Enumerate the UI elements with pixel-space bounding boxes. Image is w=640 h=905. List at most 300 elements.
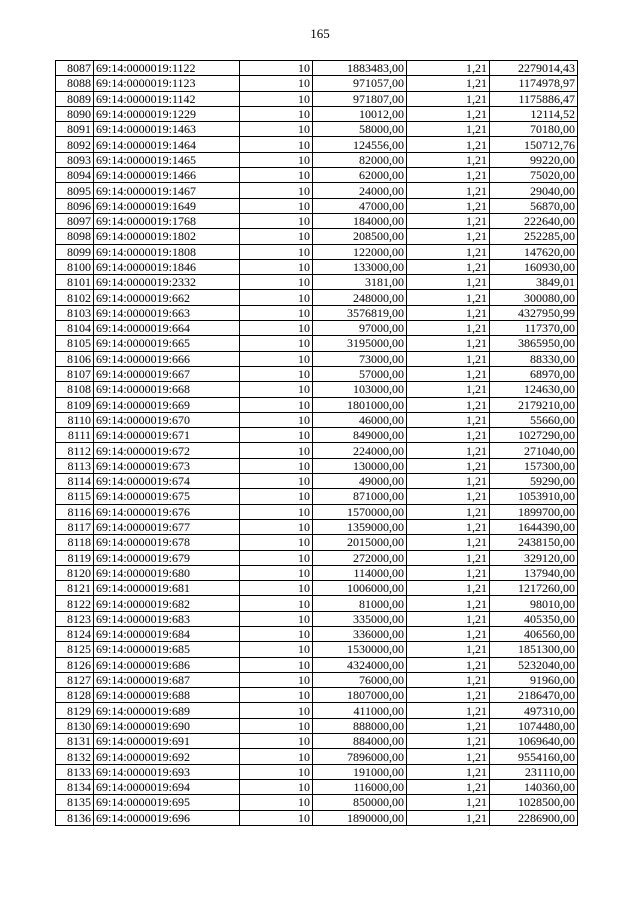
row-number-cell: 8104: [56, 321, 94, 336]
row-number-cell: 8112: [56, 443, 94, 458]
cadastral-number-cell: 69:14:0000019:677: [94, 519, 240, 534]
coefficient-cell: 1,21: [407, 596, 490, 611]
cadastral-value-cell: 97000,00: [313, 321, 407, 336]
table-row: [56, 168, 578, 183]
category-code-cell: 10: [240, 229, 313, 244]
cadastral-number-cell: 69:14:0000019:692: [94, 749, 240, 764]
category-code-cell: 10: [240, 458, 313, 473]
table-row: [56, 290, 578, 305]
table-row: [56, 305, 578, 320]
table-row: [56, 61, 578, 76]
table-row: [56, 458, 578, 473]
row-number-cell: 8118: [56, 535, 94, 550]
coefficient-cell: 1,21: [407, 443, 490, 458]
result-value-cell: 2179210,00: [490, 397, 578, 412]
result-value-cell: 1899700,00: [490, 504, 578, 519]
cadastral-number-cell: 69:14:0000019:1808: [94, 244, 240, 259]
table-row: [56, 244, 578, 259]
result-value-cell: 9554160,00: [490, 749, 578, 764]
result-value-cell: 1217260,00: [490, 581, 578, 596]
cadastral-number-cell: 69:14:0000019:1467: [94, 183, 240, 198]
result-value-cell: 3865950,00: [490, 336, 578, 351]
cadastral-number-cell: 69:14:0000019:1229: [94, 106, 240, 121]
row-number-cell: 8109: [56, 397, 94, 412]
table-row: [56, 91, 578, 106]
table-row: [56, 106, 578, 121]
cadastral-number-cell: 69:14:0000019:678: [94, 535, 240, 550]
result-value-cell: 2279014,43: [490, 61, 578, 76]
table-row: [56, 504, 578, 519]
result-value-cell: 1028500,00: [490, 795, 578, 810]
table-row: [56, 366, 578, 381]
result-value-cell: 150712,76: [490, 137, 578, 152]
table-row: [56, 519, 578, 534]
cadastral-value-cell: 1801000,00: [313, 397, 407, 412]
row-number-cell: 8089: [56, 91, 94, 106]
table-row: [56, 657, 578, 672]
coefficient-cell: 1,21: [407, 489, 490, 504]
table-row: [56, 213, 578, 228]
coefficient-cell: 1,21: [407, 275, 490, 290]
coefficient-cell: 1,21: [407, 183, 490, 198]
cadastral-number-cell: 69:14:0000019:691: [94, 734, 240, 749]
result-value-cell: 1175886,47: [490, 91, 578, 106]
coefficient-cell: 1,21: [407, 703, 490, 718]
cadastral-number-cell: 69:14:0000019:666: [94, 351, 240, 366]
cadastral-value-cell: 248000,00: [313, 290, 407, 305]
cadastral-value-cell: 335000,00: [313, 611, 407, 626]
cadastral-number-cell: 69:14:0000019:1463: [94, 122, 240, 137]
cadastral-value-cell: 184000,00: [313, 213, 407, 228]
coefficient-cell: 1,21: [407, 810, 490, 825]
cadastral-number-cell: 69:14:0000019:1464: [94, 137, 240, 152]
coefficient-cell: 1,21: [407, 152, 490, 167]
result-value-cell: 2286900,00: [490, 810, 578, 825]
row-number-cell: 8117: [56, 519, 94, 534]
cadastral-value-cell: 47000,00: [313, 198, 407, 213]
result-value-cell: 160930,00: [490, 259, 578, 274]
cadastral-number-cell: 69:14:0000019:1802: [94, 229, 240, 244]
table-row: [56, 412, 578, 427]
row-number-cell: 8107: [56, 366, 94, 381]
row-number-cell: 8132: [56, 749, 94, 764]
cadastral-value-cell: 1807000,00: [313, 688, 407, 703]
category-code-cell: 10: [240, 657, 313, 672]
category-code-cell: 10: [240, 382, 313, 397]
result-value-cell: 271040,00: [490, 443, 578, 458]
result-value-cell: 222640,00: [490, 213, 578, 228]
result-value-cell: 1069640,00: [490, 734, 578, 749]
result-value-cell: 231110,00: [490, 764, 578, 779]
cadastral-value-cell: 1570000,00: [313, 504, 407, 519]
cadastral-value-cell: 124556,00: [313, 137, 407, 152]
table-row: [56, 688, 578, 703]
cadastral-value-cell: 411000,00: [313, 703, 407, 718]
coefficient-cell: 1,21: [407, 122, 490, 137]
table-row: [56, 626, 578, 641]
category-code-cell: 10: [240, 810, 313, 825]
cadastral-value-cell: 2015000,00: [313, 535, 407, 550]
cadastral-number-cell: 69:14:0000019:670: [94, 412, 240, 427]
coefficient-cell: 1,21: [407, 626, 490, 641]
table-row: [56, 198, 578, 213]
row-number-cell: 8129: [56, 703, 94, 718]
table-row: [56, 321, 578, 336]
coefficient-cell: 1,21: [407, 688, 490, 703]
table-row: [56, 489, 578, 504]
cadastral-number-cell: 69:14:0000019:684: [94, 626, 240, 641]
row-number-cell: 8136: [56, 810, 94, 825]
cadastral-value-cell: 4324000,00: [313, 657, 407, 672]
cadastral-number-cell: 69:14:0000019:1465: [94, 152, 240, 167]
row-number-cell: 8105: [56, 336, 94, 351]
coefficient-cell: 1,21: [407, 749, 490, 764]
table-row: [56, 764, 578, 779]
row-number-cell: 8128: [56, 688, 94, 703]
cadastral-value-cell: 888000,00: [313, 718, 407, 733]
category-code-cell: 10: [240, 397, 313, 412]
coefficient-cell: 1,21: [407, 734, 490, 749]
coefficient-cell: 1,21: [407, 519, 490, 534]
cadastral-number-cell: 69:14:0000019:693: [94, 764, 240, 779]
cadastral-value-cell: 133000,00: [313, 259, 407, 274]
category-code-cell: 10: [240, 168, 313, 183]
category-code-cell: 10: [240, 519, 313, 534]
result-value-cell: 117370,00: [490, 321, 578, 336]
coefficient-cell: 1,21: [407, 412, 490, 427]
row-number-cell: 8122: [56, 596, 94, 611]
category-code-cell: 10: [240, 213, 313, 228]
category-code-cell: 10: [240, 626, 313, 641]
category-code-cell: 10: [240, 244, 313, 259]
result-value-cell: 55660,00: [490, 412, 578, 427]
result-value-cell: 1851300,00: [490, 642, 578, 657]
cadastral-number-cell: 69:14:0000019:680: [94, 565, 240, 580]
category-code-cell: 10: [240, 122, 313, 137]
cadastral-value-cell: 3181,00: [313, 275, 407, 290]
cadastral-number-cell: 69:14:0000019:1122: [94, 61, 240, 76]
row-number-cell: 8103: [56, 305, 94, 320]
category-code-cell: 10: [240, 76, 313, 91]
cadastral-number-cell: 69:14:0000019:671: [94, 428, 240, 443]
cadastral-value-cell: 10012,00: [313, 106, 407, 121]
category-code-cell: 10: [240, 734, 313, 749]
cadastral-value-cell: 81000,00: [313, 596, 407, 611]
coefficient-cell: 1,21: [407, 657, 490, 672]
cadastral-value-cell: 1890000,00: [313, 810, 407, 825]
category-code-cell: 10: [240, 611, 313, 626]
table-row: [56, 810, 578, 825]
cadastral-value-cell: 49000,00: [313, 474, 407, 489]
category-code-cell: 10: [240, 779, 313, 794]
coefficient-cell: 1,21: [407, 474, 490, 489]
category-code-cell: 10: [240, 550, 313, 565]
table-row: [56, 137, 578, 152]
cadastral-number-cell: 69:14:0000019:1768: [94, 213, 240, 228]
result-value-cell: 68970,00: [490, 366, 578, 381]
cadastral-number-cell: 69:14:0000019:689: [94, 703, 240, 718]
cadastral-number-cell: 69:14:0000019:669: [94, 397, 240, 412]
cadastral-value-cell: 1359000,00: [313, 519, 407, 534]
table-row: [56, 229, 578, 244]
category-code-cell: 10: [240, 259, 313, 274]
table-row: [56, 611, 578, 626]
result-value-cell: 147620,00: [490, 244, 578, 259]
category-code-cell: 10: [240, 275, 313, 290]
table-row: [56, 275, 578, 290]
category-code-cell: 10: [240, 152, 313, 167]
coefficient-cell: 1,21: [407, 244, 490, 259]
cadastral-value-cell: 7896000,00: [313, 749, 407, 764]
row-number-cell: 8090: [56, 106, 94, 121]
coefficient-cell: 1,21: [407, 382, 490, 397]
row-number-cell: 8092: [56, 137, 94, 152]
coefficient-cell: 1,21: [407, 366, 490, 381]
row-number-cell: 8099: [56, 244, 94, 259]
row-number-cell: 8110: [56, 412, 94, 427]
cadastral-number-cell: 69:14:0000019:668: [94, 382, 240, 397]
result-value-cell: 406560,00: [490, 626, 578, 641]
row-number-cell: 8108: [56, 382, 94, 397]
result-value-cell: 91960,00: [490, 672, 578, 687]
cadastral-number-cell: 69:14:0000019:672: [94, 443, 240, 458]
table-row: [56, 535, 578, 550]
category-code-cell: 10: [240, 535, 313, 550]
result-value-cell: 98010,00: [490, 596, 578, 611]
result-value-cell: 99220,00: [490, 152, 578, 167]
result-value-cell: 56870,00: [490, 198, 578, 213]
row-number-cell: 8096: [56, 198, 94, 213]
table-row: [56, 718, 578, 733]
cadastral-value-cell: 871000,00: [313, 489, 407, 504]
cadastral-value-cell: 62000,00: [313, 168, 407, 183]
cadastral-number-cell: 69:14:0000019:686: [94, 657, 240, 672]
cadastral-number-cell: 69:14:0000019:688: [94, 688, 240, 703]
category-code-cell: 10: [240, 290, 313, 305]
result-value-cell: 252285,00: [490, 229, 578, 244]
coefficient-cell: 1,21: [407, 642, 490, 657]
cadastral-number-cell: 69:14:0000019:1846: [94, 259, 240, 274]
cadastral-value-cell: 122000,00: [313, 244, 407, 259]
category-code-cell: 10: [240, 489, 313, 504]
cadastral-value-table: [55, 60, 578, 826]
result-value-cell: 157300,00: [490, 458, 578, 473]
cadastral-number-cell: 69:14:0000019:681: [94, 581, 240, 596]
cadastral-value-cell: 272000,00: [313, 550, 407, 565]
result-value-cell: 405350,00: [490, 611, 578, 626]
cadastral-value-cell: 1530000,00: [313, 642, 407, 657]
category-code-cell: 10: [240, 688, 313, 703]
coefficient-cell: 1,21: [407, 229, 490, 244]
category-code-cell: 10: [240, 443, 313, 458]
table-row: [56, 565, 578, 580]
coefficient-cell: 1,21: [407, 581, 490, 596]
result-value-cell: 5232040,00: [490, 657, 578, 672]
result-value-cell: 300080,00: [490, 290, 578, 305]
cadastral-value-cell: 1883483,00: [313, 61, 407, 76]
category-code-cell: 10: [240, 351, 313, 366]
result-value-cell: 4327950,99: [490, 305, 578, 320]
coefficient-cell: 1,21: [407, 351, 490, 366]
cadastral-value-cell: 191000,00: [313, 764, 407, 779]
cadastral-value-cell: 208500,00: [313, 229, 407, 244]
row-number-cell: 8125: [56, 642, 94, 657]
table-row: [56, 76, 578, 91]
category-code-cell: 10: [240, 642, 313, 657]
row-number-cell: 8114: [56, 474, 94, 489]
cadastral-value-cell: 57000,00: [313, 366, 407, 381]
result-value-cell: 1644390,00: [490, 519, 578, 534]
result-value-cell: 1053910,00: [490, 489, 578, 504]
result-value-cell: 12114,52: [490, 106, 578, 121]
table-row: [56, 596, 578, 611]
cadastral-value-cell: 850000,00: [313, 795, 407, 810]
page-number: 165: [310, 26, 330, 41]
table-row: [56, 474, 578, 489]
cadastral-number-cell: 69:14:0000019:676: [94, 504, 240, 519]
table-row: [56, 397, 578, 412]
coefficient-cell: 1,21: [407, 428, 490, 443]
coefficient-cell: 1,21: [407, 259, 490, 274]
row-number-cell: 8131: [56, 734, 94, 749]
table-row: [56, 428, 578, 443]
coefficient-cell: 1,21: [407, 672, 490, 687]
table-row: [56, 672, 578, 687]
cadastral-number-cell: 69:14:0000019:663: [94, 305, 240, 320]
cadastral-value-cell: 971807,00: [313, 91, 407, 106]
row-number-cell: 8102: [56, 290, 94, 305]
result-value-cell: 497310,00: [490, 703, 578, 718]
table-row: [56, 779, 578, 794]
cadastral-number-cell: 69:14:0000019:667: [94, 366, 240, 381]
coefficient-cell: 1,21: [407, 290, 490, 305]
cadastral-number-cell: 69:14:0000019:695: [94, 795, 240, 810]
table-row: [56, 749, 578, 764]
category-code-cell: 10: [240, 305, 313, 320]
table-row: [56, 152, 578, 167]
cadastral-number-cell: 69:14:0000019:694: [94, 779, 240, 794]
cadastral-number-cell: 69:14:0000019:1649: [94, 198, 240, 213]
cadastral-number-cell: 69:14:0000019:2332: [94, 275, 240, 290]
cadastral-value-cell: 58000,00: [313, 122, 407, 137]
cadastral-value-cell: 849000,00: [313, 428, 407, 443]
table-row: [56, 382, 578, 397]
table-row: [56, 550, 578, 565]
row-number-cell: 8111: [56, 428, 94, 443]
cadastral-number-cell: 69:14:0000019:665: [94, 336, 240, 351]
coefficient-cell: 1,21: [407, 718, 490, 733]
row-number-cell: 8120: [56, 565, 94, 580]
cadastral-value-cell: 224000,00: [313, 443, 407, 458]
table-row: [56, 734, 578, 749]
coefficient-cell: 1,21: [407, 795, 490, 810]
coefficient-cell: 1,21: [407, 213, 490, 228]
cadastral-number-cell: 69:14:0000019:685: [94, 642, 240, 657]
table-row: [56, 703, 578, 718]
category-code-cell: 10: [240, 764, 313, 779]
cadastral-value-cell: 971057,00: [313, 76, 407, 91]
coefficient-cell: 1,21: [407, 779, 490, 794]
row-number-cell: 8091: [56, 122, 94, 137]
result-value-cell: 124630,00: [490, 382, 578, 397]
coefficient-cell: 1,21: [407, 550, 490, 565]
category-code-cell: 10: [240, 198, 313, 213]
cadastral-number-cell: 69:14:0000019:664: [94, 321, 240, 336]
category-code-cell: 10: [240, 672, 313, 687]
table-row: [56, 795, 578, 810]
cadastral-number-cell: 69:14:0000019:682: [94, 596, 240, 611]
row-number-cell: 8133: [56, 764, 94, 779]
table-row: [56, 443, 578, 458]
category-code-cell: 10: [240, 565, 313, 580]
coefficient-cell: 1,21: [407, 305, 490, 320]
row-number-cell: 8097: [56, 213, 94, 228]
cadastral-number-cell: 69:14:0000019:662: [94, 290, 240, 305]
row-number-cell: 8124: [56, 626, 94, 641]
table-row: [56, 183, 578, 198]
coefficient-cell: 1,21: [407, 321, 490, 336]
cadastral-value-cell: 130000,00: [313, 458, 407, 473]
row-number-cell: 8106: [56, 351, 94, 366]
result-value-cell: 29040,00: [490, 183, 578, 198]
category-code-cell: 10: [240, 703, 313, 718]
cadastral-value-cell: 76000,00: [313, 672, 407, 687]
row-number-cell: 8119: [56, 550, 94, 565]
cadastral-value-cell: 24000,00: [313, 183, 407, 198]
cadastral-value-cell: 3576819,00: [313, 305, 407, 320]
row-number-cell: 8100: [56, 259, 94, 274]
row-number-cell: 8134: [56, 779, 94, 794]
cadastral-value-cell: 1006000,00: [313, 581, 407, 596]
result-value-cell: 1027290,00: [490, 428, 578, 443]
cadastral-value-cell: 73000,00: [313, 351, 407, 366]
category-code-cell: 10: [240, 61, 313, 76]
row-number-cell: 8123: [56, 611, 94, 626]
row-number-cell: 8088: [56, 76, 94, 91]
coefficient-cell: 1,21: [407, 168, 490, 183]
result-value-cell: 59290,00: [490, 474, 578, 489]
cadastral-value-cell: 103000,00: [313, 382, 407, 397]
coefficient-cell: 1,21: [407, 336, 490, 351]
category-code-cell: 10: [240, 474, 313, 489]
category-code-cell: 10: [240, 106, 313, 121]
row-number-cell: 8116: [56, 504, 94, 519]
category-code-cell: 10: [240, 91, 313, 106]
cadastral-number-cell: 69:14:0000019:687: [94, 672, 240, 687]
category-code-cell: 10: [240, 137, 313, 152]
coefficient-cell: 1,21: [407, 764, 490, 779]
row-number-cell: 8095: [56, 183, 94, 198]
cadastral-number-cell: 69:14:0000019:679: [94, 550, 240, 565]
cadastral-number-cell: 69:14:0000019:673: [94, 458, 240, 473]
row-number-cell: 8113: [56, 458, 94, 473]
row-number-cell: 8093: [56, 152, 94, 167]
cadastral-number-cell: 69:14:0000019:696: [94, 810, 240, 825]
coefficient-cell: 1,21: [407, 61, 490, 76]
cadastral-number-cell: 69:14:0000019:1466: [94, 168, 240, 183]
table-row: [56, 581, 578, 596]
row-number-cell: 8098: [56, 229, 94, 244]
category-code-cell: 10: [240, 183, 313, 198]
cadastral-number-cell: 69:14:0000019:683: [94, 611, 240, 626]
cadastral-value-cell: 336000,00: [313, 626, 407, 641]
result-value-cell: 2186470,00: [490, 688, 578, 703]
coefficient-cell: 1,21: [407, 76, 490, 91]
row-number-cell: 8135: [56, 795, 94, 810]
cadastral-value-cell: 116000,00: [313, 779, 407, 794]
coefficient-cell: 1,21: [407, 198, 490, 213]
result-value-cell: 70180,00: [490, 122, 578, 137]
